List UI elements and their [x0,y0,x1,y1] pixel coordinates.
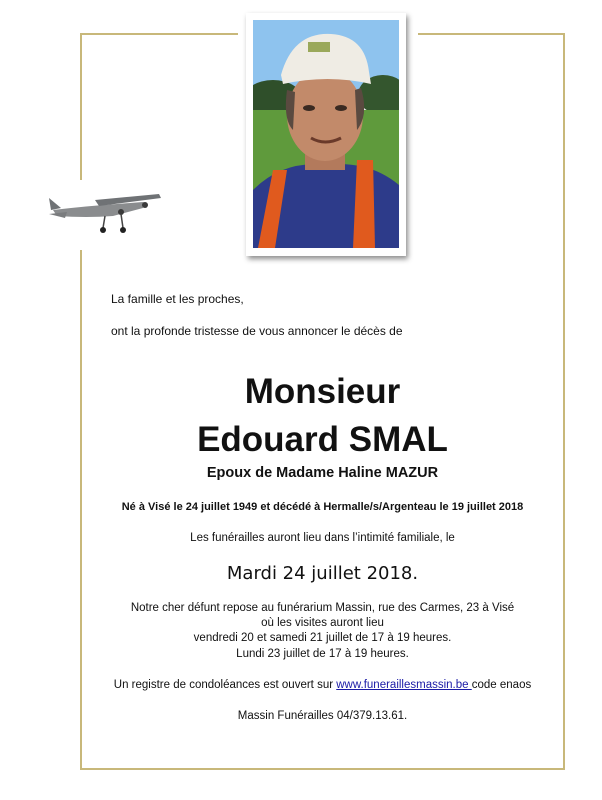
repose-line: vendredi 20 et samedi 21 juillet de 17 à 19 heures. [193,632,452,644]
title-honorific: Monsieur [244,372,401,411]
intro-line-2: ont la profonde tristesse de vous annoncer le décès de [111,324,403,338]
funeral-date: Mardi 24 juillet 2018. [226,563,419,584]
intro-line-1: La famille et les proches, [111,292,244,306]
portrait-photo [246,13,406,256]
deceased-name: Edouard SMAL [197,420,448,459]
register-prefix: Un registre de condoléances est ouvert sur [113,679,337,691]
funeral-note: Les funérailles auront lieu dans l’intimité familiale, le [190,532,455,544]
condolence-register-line [80,679,565,691]
birth-death-line: Né à Visé le 24 juillet 1949 et décédé à Hermalle/s/Argenteau le 19 juillet 2018 [121,501,524,513]
airplane-illustration [47,192,163,236]
repose-line: Lundi 23 juillet de 17 à 19 heures. [236,648,409,660]
register-suffix: code enaos [471,679,532,691]
repose-line: où les visites auront lieu [261,617,384,629]
register-link[interactable]: www.funeraillesmassin.be [336,679,472,691]
repose-line: Notre cher défunt repose au funérarium Massin, rue des Carmes, 23 à Visé [130,602,515,614]
contact-line: Massin Funérailles 04/379.13.61. [237,710,408,722]
spouse-line: Epoux de Madame Haline MAZUR [206,465,439,481]
